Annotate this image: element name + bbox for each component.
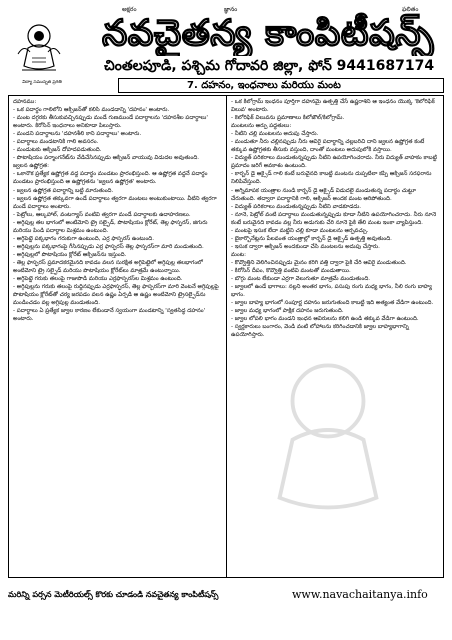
address-phone: చింతలపూడి, పశ్చిమ గోదావరి జిల్లా, ఫోన్ 9441687174: [104, 58, 435, 74]
text-line: - అగ్గిపెట్టె పక్కభాగం గరుకుగా ఉంటుంది, ఎర్ర ఫాస్ఫరస్ ఉంటుంది.: [13, 235, 155, 242]
text-line: - ఒక పదార్థం గాలిలోని ఆక్సిజన్‌తో కలిసి మండడాన్ని 'దహనం' అంటారు.: [13, 107, 170, 114]
text-line: మంటలను ఆర్పు పద్ధతులు:: [231, 123, 292, 130]
footer-note: మరిన్ని పర్సన మెటీరియల్స్ కొరకు చూడండి నవచైతన్య కాంపిటీషన్స్: [8, 590, 219, 599]
text-line: మంట:: [231, 251, 246, 258]
text-line: - స్వర్ణకారులు బంగారం, వెండి వంటి లోహాలను కరిగించడానికి జ్వాల బాహ్యభాగాన్ని ఉపయోగిస్తారు.: [231, 324, 409, 339]
text-line: - పదార్థాలు ఏ ప్రత్యేక జ్వాల కారణం లేకుండానే స్వయంగా మండటాన్ని 'స్వతసిద్ధ దహనం' అంటారు.: [13, 308, 206, 323]
text-line: - మండని పదార్థాలను 'దహనశీలి కాని పదార్థాలు' అంటారు.: [13, 131, 142, 138]
text-line: - అగ్నిమాపక యంత్రాల నుండి కార్బన్ డై ఆక్సైడ్ విడుదలై మండుతున్న పదార్థం చుట్టూ చేరుతుంది. తద్వారా పదార్థానికి గాలి, ఆక్సిజన్ అందక మంట ఆరిపోతుంది.: [231, 187, 416, 202]
motto-right: ఫలితం: [402, 6, 419, 13]
saraswati-logo-icon: [8, 14, 70, 76]
text-line: - నూనె, పెట్రోల్ వంటి పదార్థాలు మండుతున్నప్పుడు కూడా నీటిని ఉపయోగించరాదు. నీరు నూనె కంటే బరువైనది కావడం వల్ల నీరు అడుగుకు చేరి నూనె పైకి తేలి మంట ఇంకా వ్యాపిస్తుంది.: [231, 211, 437, 226]
text-line: - కార్బన్ డై ఆక్సైడ్ గాలి కంటే బరువైనది కాబట్టి మంటను దుప్పటిలా కప్పి ఆక్సిజన్ సరఫరాను నిలిపివేస్తుంది.: [231, 171, 432, 186]
text-line: - జ్వాల బాహ్య భాగంలో సంపూర్ణ దహనం జరుగుతుంది కాబట్టి ఇది అత్యంత వేడిగా ఉంటుంది.: [231, 300, 434, 307]
text-line: - బొగ్గు మంట లేకుండా ఎర్రగా వెలుగుతూ మాత్రమే మండుతుంది.: [231, 276, 371, 283]
motto-center: జ్ఞానం: [224, 6, 238, 13]
brand-title: నవచైతన్య కాంపిటీషన్స్: [102, 13, 434, 54]
text-line: - పదార్థాలు మండటానికి గాలి అవసరం.: [13, 139, 99, 146]
text-line: - విద్యుత్ పరికరాలు మండుతున్నప్పుడు నీటిని ఉపయోగించరాదు. నీరు విద్యుత్ వాహకం కాబట్టి ప్రమాదం జరిగే అవకాశం ఉంటుంది.: [231, 155, 437, 170]
text-line: - అగ్గిపుల్లలో పొటాషియం క్లోరేట్ ఆక్సిజన్‌ను ఇస్తుంది.: [13, 251, 127, 258]
text-line: - కొవ్వొత్తిని వెలిగించినప్పుడు మైనం కరిగి వత్తి ద్వారా పైకి చేరి ఆవిరై మండుతుంది.: [231, 259, 407, 266]
motto-left: అక్షరం: [122, 6, 137, 13]
left-column: [9, 96, 227, 578]
text-line: జ్వలన ఉష్ణోగ్రత:: [13, 163, 49, 170]
text-line: - మండుటకు ఆక్సిజన్ దోహదపడుతుంది.: [13, 147, 102, 154]
content-box: [8, 95, 444, 578]
text-line: - మంట దగ్గరకు తీసుకువచ్చినప్పుడు మండే గుణముండే పదార్థాలను 'దహనశీల పదార్థాలు' అంటారు. కిరోసిన్ ఇంధనాలు అనికూడా పిలుస్తారు.: [13, 115, 208, 130]
text-line: - జ్వలన ఉష్ణోగ్రత పదార్థాన్ని బట్టి మారుతుంది.: [13, 187, 114, 194]
chapter-title: 7. దహనం, ఇంధనాలు మరియు మంట: [118, 78, 444, 93]
text-line: - తెల్ల ఫాస్ఫరస్ ప్రమాదకరమైనది కావడం వలన సురక్షిత అగ్గిపెట్టెలో అగ్గిపుల్ల తలభాగంలో అంటిమోని ట్రై సల్ఫైడ్ మరియు పొటాషియం క్లోరేట్‌లు మాత్రమే ఉంటున్నాయి.: [13, 259, 203, 274]
text-line: - బైకార్బొనేట్లను పేలవంత యంత్రాల్లో కార్బన్ డై ఆక్సైడ్ ఉత్పత్తి అవుతుంది.: [231, 235, 392, 242]
text-line: - కెలోరిఫిక్ విలువను ప్రమాణాలు కిలోజౌల్/కిలోగ్రామ్.: [231, 115, 345, 122]
text-line: - అగ్గిపుల్ల తల భాగంలో అంటిమోని ట్రై సల్ఫైడ్, పొటాషియం క్లోరేట్, తెల్ల ఫాస్ఫరస్, జిగురు మరియు పిండి పదార్థాల మిశ్రమం ఉంటుంది.: [13, 219, 208, 234]
text-line: - అగ్గిపుల్లను గరుకు తలంపై రుద్దినప్పుడు ఎర్రఫాస్ఫరస్, తెల్ల ఫాస్ఫరస్‌గా మారి వెంటనే అగ్గిపుల్లపై పొటాషియం క్లోరేట్‌తో చర్య జరపడం వలన ఉష్ణం ఏర్పడి ఆ ఉష్ణం అంటిమోని ట్రైసల్ఫైడ్‌ను మండించడం వల్ల అగ్గిపుల్ల మండుతుంది.: [13, 284, 219, 307]
text-line: - ఒక కిలోగ్రామ్ ఇంధనం పూర్తిగా దహనమై ఉత్పత్తి చేసే ఉష్ణరాశిని ఆ ఇంధనం యొక్క 'కెలోరిఫిక్ విలువ' అంటారు.: [231, 99, 435, 114]
text-line: - ఇసుక ద్వారా ఆక్సిజన్ అందకుండా చేసి మంటలను అదుపు చేస్తారు.: [231, 243, 380, 250]
text-line: - కిరోసిన్ దీపం, కొవ్వొత్తి వంటివి మంటతో మండుతాయి.: [231, 267, 351, 274]
website-link[interactable]: www.navachaitanya.info: [292, 588, 428, 601]
text-line: - జ్వాల మధ్య భాగంలో పాక్షిక దహనం జరుగుతుంది.: [231, 308, 344, 315]
text-line: - మండుతూ నీరు చల్లినప్పుడు నీరు ఆవిరై పదార్థాన్ని చల్లబరిచి దాని జ్వలన ఉష్ణోగ్రత కంటే తక్కువ ఉష్ణోగ్రతకు తీసుకు వస్తుంది, దాంతో మంటలు అదుపులోకి వస్తాయి.: [231, 139, 425, 154]
text-line: - జ్వలన ఉష్ణోగ్రత తక్కువగా ఉండే పదార్థాలు త్వరగా మంటలు అంటుకుంటాయి. వీటిని త్వరగా మండే పదార్థాలు అంటారు.: [13, 195, 217, 210]
text-line: - విద్యుత్ పరికరాలు మండుతున్నప్పుడు నీటిని వాడకూడదు.: [231, 203, 362, 210]
text-line: - అగ్గిపుల్లను పక్కభాగంపై గీసినప్పుడు ఎర్ర ఫాస్ఫరస్ తెల్ల ఫాస్ఫరస్‌గా మారి మండుతుంది.: [13, 243, 204, 250]
logo-caption: విద్యా సమున్నత ప్రగతి: [22, 80, 62, 85]
text-line: - పెట్రోలు, ఆల్కహాల్, వంటగ్యాస్ వంటివి త్వరగా మండే పదార్థాలకు ఉదాహరణలు.: [13, 211, 191, 218]
text-line: - నీటిని చల్లి మంటలను అదుపు చేస్తారు.: [231, 131, 319, 138]
text-line: - జ్వాల లోపలి భాగం మండని ఇంధన ఆవిరులను కలిగి ఉండి తక్కువ వేడిగా ఉంటుంది.: [231, 316, 419, 323]
text-line: - అగ్గిపెట్టె గరుకు తలంపై గాజుపొడి మరియు ఎర్రఫాస్ఫరస్‌ల మిశ్రమం ఉంటుంది.: [13, 276, 183, 283]
right-column: [227, 96, 444, 578]
text-line: - జ్వాలలో ఉండే భాగాలు: నల్లని అంతర భాగం, పసుపు రంగు మధ్య భాగం, నీలి రంగు బాహ్య భాగం.: [231, 284, 432, 299]
text-line: - ఒకానొక ప్రత్యేక ఉష్ణోగ్రత వద్ద పదార్థం మండటం ప్రారంభిస్తుంది. ఆ ఉష్ణోగ్రత వద్దనే పదార్థం మండటం ప్రారంభిస్తుంది ఆ ఉష్ణోగ్రతను 'జ్వలన ఉష్ణోగ్రత' అంటారు.: [13, 171, 208, 186]
text-line: దహనము:: [13, 99, 37, 105]
text-line: - పొటాషియం పర్మాంగనేట్‌ను వేడిచేసినప్పుడు ఆక్సిజన్ వాయువు విడుదల అవుతుంది.: [13, 155, 200, 162]
text-line: - మంటపై ఇసుక లేదా మట్టిని చల్లి కూడా మంటలను ఆర్పవచ్చు.: [231, 227, 369, 234]
